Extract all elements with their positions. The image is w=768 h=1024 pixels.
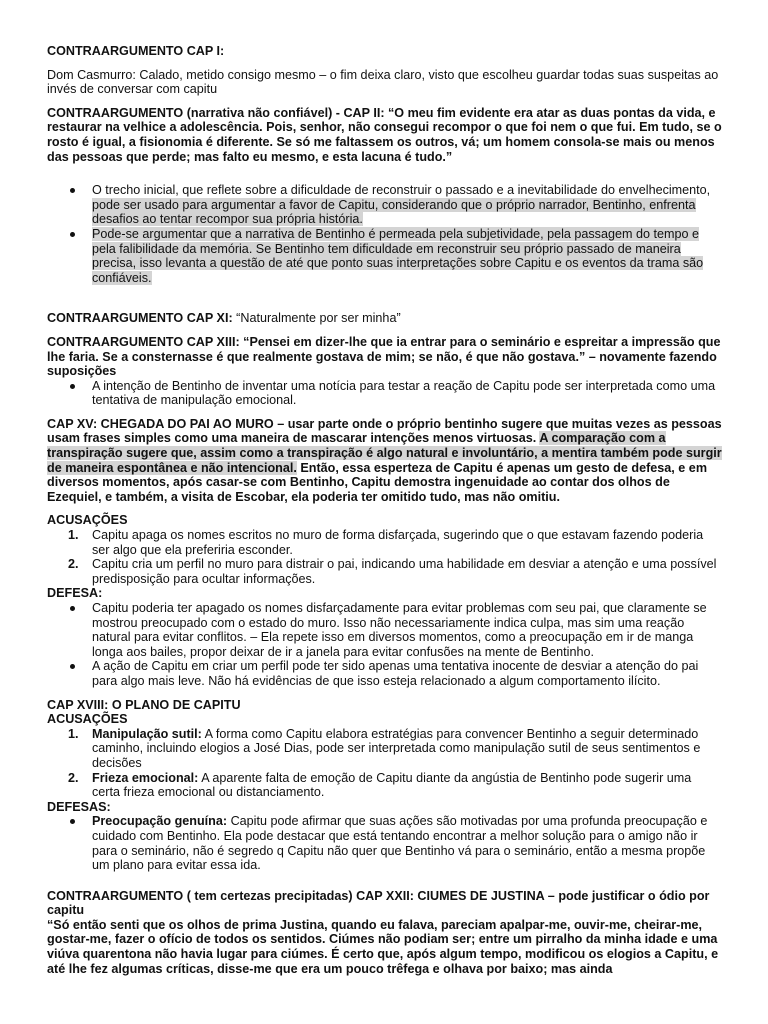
list-item: [47, 183, 722, 227]
paragraph-cap-xxii-quote: “Só então senti que os olhos de prima Justina, quando eu falava, pareciam apalpar-me, ouvir-me, cheirar-me, gostar-me, fazer o ofício de todos os sentidos. Ciúmes não podiam ser; entre um pirralho da minha idade e uma viúva quarentona não havia lugar para ciúmes. É certo que, após algum tempo, modificou os elogios a Capitu, e até lhe fez algumas críticas, disse-me que era um pouco trêfega e olhava por baixo; mas ainda: [47, 917, 719, 976]
list-item-text: Capitu pode afirmar que suas ações são motivadas por uma profunda preocupação e cuidado com Bentinho. Ela pode destacar que está tentando encontrar a melhor solução para o amigo não ir para o seminário, não é segredo q Capitu não quer que Bentinho vá para o seminário, então a mesma propõe um plano para evitar essa ida.: [92, 814, 708, 873]
list-item-title: Manipulação sutil:: [92, 726, 202, 741]
list-item: [47, 227, 722, 285]
list-item: [47, 557, 722, 586]
list-item-text: A ação de Capitu em criar um perfil pode ter sido apenas uma tentativa inocente de desviar a atenção do pai para algo mais leve. Não há evidências de que isso esteja relacionado a algum comportamento ilícito.: [92, 659, 699, 688]
list-item: [47, 727, 722, 771]
paragraph-dom-casmurro: Dom Casmurro: Calado, metido consigo mesmo – o fim deixa claro, visto que escolheu guardar todas suas suspeitas ao invés de conversar com capitu: [47, 67, 719, 97]
heading-accusations: ACUSAÇÕES: [47, 712, 128, 727]
cap-xi-quote: “Naturalmente por ser minha”: [232, 311, 401, 326]
heading-cap-xi: CONTRAARGUMENTO CAP XI:: [47, 311, 233, 326]
list-accusations: [47, 528, 722, 586]
list-item-text: A forma como Capitu elabora estratégias para convencer Bentinho a seguir determinado caminho, incluindo elogios a José Dias, pode ser interpretada como manipulação sutil de seus sentimentos e decisões: [92, 726, 701, 770]
highlighted-text: A comparação com a transpiração sugere que, assim como a transpiração é algo natural e involuntário, a mentira também pode surgir de maneira espontânea e não intencional.: [47, 431, 722, 475]
bullet-icon: [70, 384, 75, 389]
list-number: 2.: [68, 770, 79, 785]
highlighted-text: Pode-se argumentar que a narrativa de Bentinho é permeada pela subjetividade, pela passagem do tempo e pela falibilidade da memória. Se Bentinho tem dificuldade em reconstruir seu próprio passado de maneira precisa, isso levanta a questão de até que ponto suas interpretações sobre Capitu e os eventos da trama são confiáveis.: [92, 226, 704, 285]
list-item: [47, 814, 722, 872]
heading-defense: DEFESA:: [47, 586, 103, 601]
paragraph-cap-xv: [47, 417, 722, 505]
list-cap-xiii: [47, 379, 722, 408]
list-item: [47, 659, 722, 688]
heading-cap-xxii: CONTRAARGUMENTO ( tem certezas precipitadas) CAP XXII: CIUMES DE JUSTINA – pode justificar o ódio por capitu: [47, 888, 710, 918]
list-defenses: [47, 814, 722, 872]
heading-accusations: ACUSAÇÕES: [47, 513, 128, 528]
highlighted-text: pode ser usado para argumentar a favor de Capitu, considerando que o próprio narrador, Bentinho, enfrenta desafios ao tentar recompor sua própria história.: [92, 197, 696, 227]
heading-defenses: DEFESAS:: [47, 799, 111, 814]
paragraph-cap-ii-quote: CONTRAARGUMENTO (narrativa não confiável) - CAP II: “O meu fim evidente era atar as duas pontas da vida, e restaurar na velhice a adolescência. Pois, senhor, não consegui recompor o que foi nem o que fui. Em tudo, se o rosto é igual, a fisionomia é diferente. Se só me faltassem os outros, vá; um homem consola-se mais ou menos das pessoas que perde; mas falto eu mesmo, e esta lacuna é tudo.”: [47, 105, 722, 164]
bullet-icon: [70, 664, 75, 669]
list-item-text: A intenção de Bentinho de inventar uma notícia para testar a reação de Capitu pode ser interpretada como uma tentativa de manipulação emocional.: [92, 378, 716, 408]
bullet-icon: [70, 188, 75, 193]
list-number: 1.: [68, 528, 79, 543]
heading-cap-xviii: CAP XVIII: O PLANO DE CAPITU: [47, 697, 241, 712]
list-item: [47, 379, 722, 408]
list-accusations: [47, 727, 722, 800]
list-item: [47, 771, 722, 800]
list-defense: [47, 601, 722, 689]
paragraph-cap-xiii-quote: CONTRAARGUMENTO CAP XIII: “Pensei em dizer-lhe que ia entrar para o seminário e espreitar a impressão que lhe faria. Se a consternasse é que realmente gostava de mim; se não, é que não gostava.” – novamente fazendo suposições: [47, 334, 721, 379]
cap-xv-intro: CAP XV: CHEGADA DO PAI AO MURO – usar parte onde o próprio bentinho sugere que muitas vezes as pessoas usam frases simples como uma maneira de mascarar intenções menos virtuosas.: [47, 416, 722, 446]
list-item-text: Capitu cria um perfil no muro para distrair o pai, indicando uma habilidade em desviar a atenção e uma possível predisposição para ocultar informações.: [92, 557, 717, 586]
list-item-title: Preocupação genuína:: [92, 814, 228, 829]
bullet-icon: [70, 606, 75, 611]
cap-xv-conclusion: Então, essa esperteza de Capitu é apenas um gesto de defesa, e em diversos momentos, após casar-se com Bentinho, Capitu demostra ingenuidade ao contar dos olhos de Ezequiel, e também, a visita de Escobar, ela poderia ter omitido tudo, mas não omitiu.: [47, 460, 708, 504]
list-item-title: Frieza emocional:: [92, 770, 199, 785]
list-number: 2.: [68, 557, 79, 572]
bullet-icon: [70, 232, 75, 237]
paragraph-cap-xi: [47, 311, 722, 326]
list-item-text: A aparente falta de emoção de Capitu diante da angústia de Bentinho pode sugerir uma certa frieza emocional ou distanciamento.: [92, 770, 692, 800]
list-item: [47, 601, 722, 659]
list-number: 1.: [68, 726, 79, 741]
list-item-text: Capitu poderia ter apagado os nomes disfarçadamente para evitar problemas com seu pai, que claramente se mostrou preocupado com o estado do muro. Isso não necessariamente indica culpa, mas sim uma reação natural para evitar conflitos. – Ela repete isso em diversos momentos, como a preocupação em ir de manga longa aos bailes, propor deixar de ir a janela para evitar confusões na mente de Bentinho.: [92, 601, 707, 659]
heading-cap-i: CONTRAARGUMENTO CAP I:: [47, 44, 225, 58]
list-item: [47, 528, 722, 557]
list-cap-ii-arguments: [47, 183, 722, 285]
list-item-text: Capitu apaga os nomes escritos no muro de forma disfarçada, sugerindo que o que estavam fazendo poderia ser algo que ela preferiria esconder.: [92, 528, 704, 557]
bullet-icon: [70, 819, 75, 824]
list-item-text: O trecho inicial, que reflete sobre a dificuldade de reconstruir o passado e a inevitabilidade do envelhecimento,: [92, 183, 711, 198]
